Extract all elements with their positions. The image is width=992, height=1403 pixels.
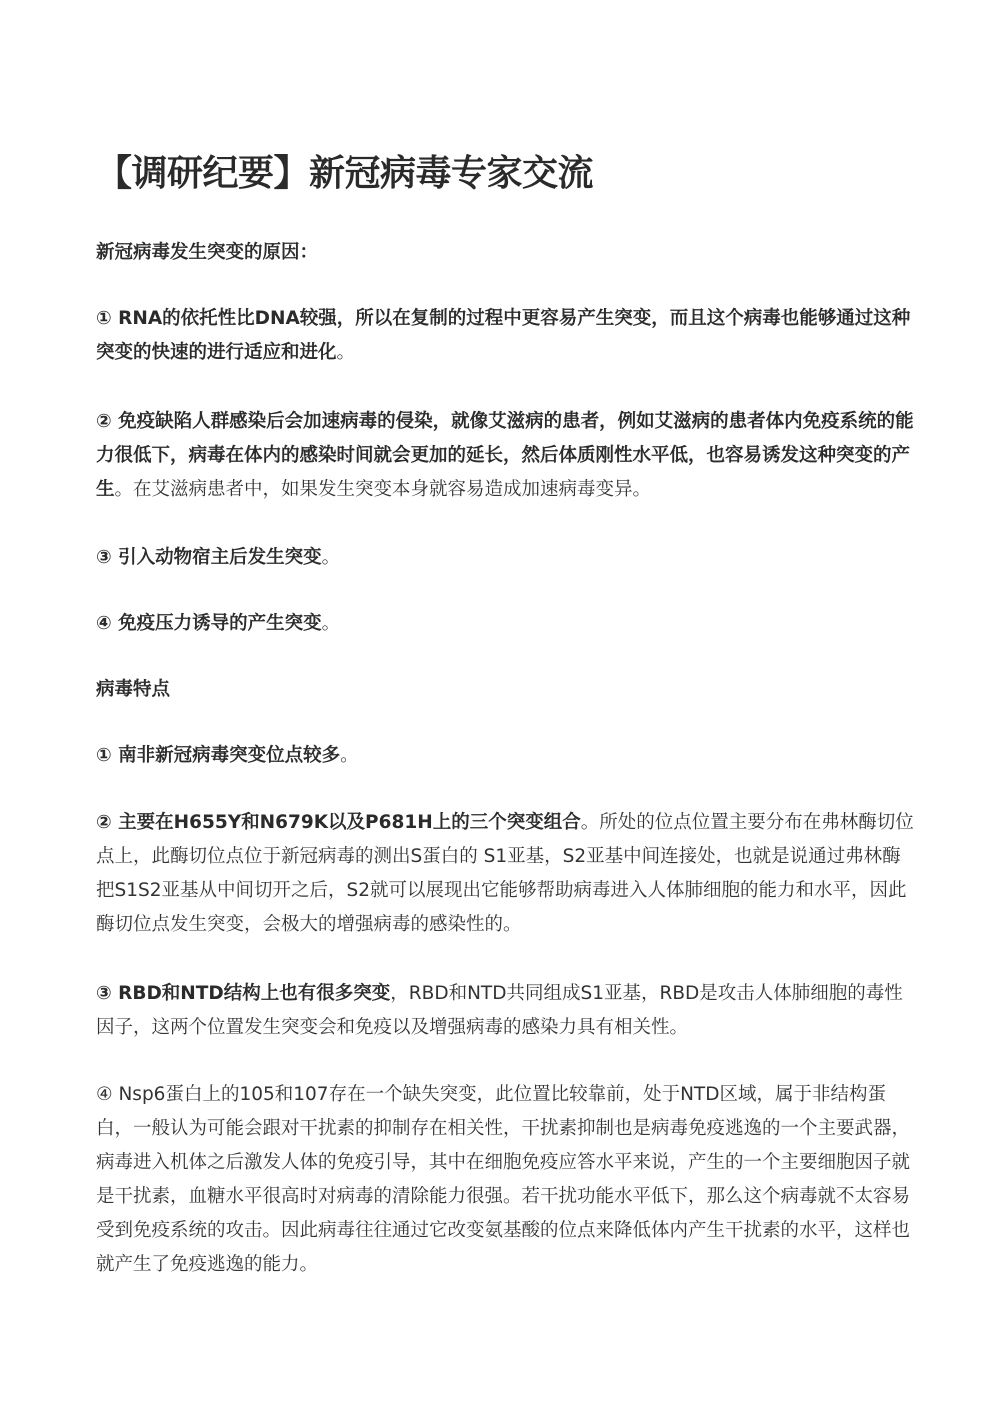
feature-item-2 — [96, 806, 916, 942]
feature-item-2-bold: ② 主要在H655Y和N679K以及P681H上的三个突变组合 — [96, 812, 581, 833]
cause-item-4-text: 。 — [321, 613, 341, 634]
cause-item-3 — [96, 541, 916, 575]
cause-item-2 — [96, 405, 916, 507]
feature-item-1-bold: ① 南非新冠病毒突变位点较多 — [96, 745, 341, 766]
feature-item-3 — [96, 977, 916, 1045]
cause-item-2-text: 。在艾滋病患者中，如果发生突变本身就容易造成加速病毒变异。 — [114, 479, 652, 500]
cause-item-3-bold: ③ 引入动物宿主后发生突变 — [96, 547, 322, 568]
cause-item-3-text: 。 — [321, 547, 341, 568]
feature-item-4 — [96, 1078, 916, 1282]
feature-item-4-text: ④ Nsp6蛋白上的105和107存在一个缺失突变，此位置比较靠前，处于NTD区域，属于非结构蛋白，一般认为可能会跟对干扰素的抑制存在相关性，干扰素抑制也是病毒免疫逃逸的一个主要武器，病毒进入机体之后激发人体的免疫引导，其中在细胞免疫应答水平来说，产生的一个主要细胞因子就是干扰素，血糖水平很高时对病毒的清除能力很强。若干扰功能水平低下，那么这个病毒就不太容易受到免疫系统的攻击。因此病毒往往通过它改变氨基酸的位点来降低体内产生干扰素的水平，这样也就产生了免疫逃逸的能力。 — [96, 1084, 911, 1275]
cause-item-2-bold: ② 免疫缺陷人群感染后会加速病毒的侵染，就像艾滋病的患者，例如艾滋病的患者体内免疫系统的能力很低下，病毒在体内的感染时间就会更加的延长，然后体质刚性水平低，也容易诱发这种突变的产生 — [96, 411, 914, 500]
cause-item-1-text: 。 — [336, 342, 356, 363]
cause-item-1-bold: ① RNA的依托性比DNA较强，所以在复制的过程中更容易产生突变，而且这个病毒也能够通过这种突变的快速的进行适应和进化 — [96, 308, 911, 363]
feature-item-3-text: ，RBD和NTD共同组成S1亚基，RBD是攻击人体肺细胞的毒性因子，这两个位置发生突变会和免疫以及增强病毒的感染力具有相关性。 — [96, 983, 903, 1038]
cause-item-4-bold: ④ 免疫压力诱导的产生突变 — [96, 613, 322, 634]
cause-item-4 — [96, 607, 916, 641]
feature-item-1-text: 。 — [340, 745, 359, 766]
page-title: 【调研纪要】新冠病毒专家交流 — [96, 153, 594, 194]
section-heading-causes: 新冠病毒发生突变的原因： — [96, 242, 319, 263]
feature-item-3-bold: ③ RBD和NTD结构上也有很多突变 — [96, 983, 391, 1004]
section-heading-features: 病毒特点 — [96, 679, 171, 700]
feature-item-1 — [96, 739, 916, 773]
cause-item-1 — [96, 302, 916, 370]
feature-item-2-text: 。所处的位点位置主要分布在弗林酶切位点上，此酶切位点位于新冠病毒的测出S蛋白的 S1亚基，S2亚基中间连接处，也就是说通过弗林酶把S1S2亚基从中间切开之后，S2就可以展现出它能够帮助病毒进入人体肺细胞的能力和水平，因此酶切位点发生突变，会极大的增强病毒的感染性的。 — [96, 812, 914, 935]
